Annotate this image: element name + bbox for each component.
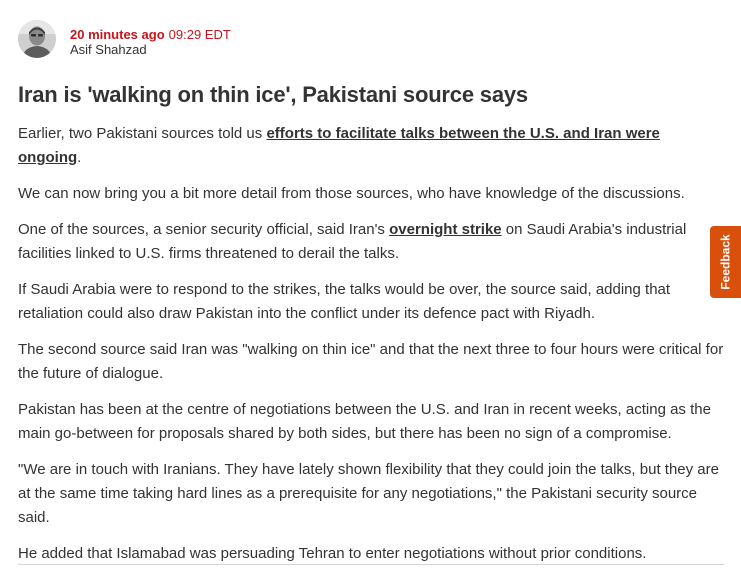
paragraph-3 <box>18 218 724 266</box>
time-ago: 20 minutes ago <box>70 27 165 42</box>
post-divider <box>18 564 724 565</box>
paragraph-8: He added that Islamabad was persuading Tehran to enter negotiations without prior conditions. <box>18 545 647 562</box>
paragraph-3-text-after: on Saudi Arabia's industrial facilities linked to U.S. firms threatened to derail the talks. <box>18 221 687 262</box>
live-post <box>18 20 724 566</box>
feedback-label: Feedback <box>718 234 733 290</box>
paragraph-1-text-after: . <box>77 149 82 166</box>
paragraph-1 <box>18 122 724 170</box>
paragraph-5: The second source said Iran was "walking on thin ice" and that the next three to four hours were critical for the future of dialogue. <box>18 341 724 382</box>
author-name[interactable]: Asif Shahzad <box>70 42 147 57</box>
post-headline: Iran is 'walking on thin ice', Pakistani source says <box>18 82 528 107</box>
feedback-button[interactable] <box>710 226 741 298</box>
paragraph-3-text-before: One of the sources, a senior security official, said Iran's <box>18 221 390 238</box>
author-photo-icon <box>18 20 56 58</box>
overnight-strike-link[interactable]: overnight strike <box>389 221 502 238</box>
meta-text <box>70 27 231 57</box>
paragraph-1-text-before: Earlier, two Pakistani sources told us <box>18 125 267 142</box>
paragraph-4: If Saudi Arabia were to respond to the strikes, the talks would be over, the source said, adding that retaliation could also draw Pakistan into the conflict under its defence pact with Riyadh. <box>18 281 671 322</box>
efforts-to-facilitate-talks-link[interactable]: efforts to facilitate talks between the U.S. and Iran were ongoing <box>18 125 660 166</box>
paragraph-2: We can now bring you a bit more detail from those sources, who have knowledge of the discussions. <box>18 185 685 202</box>
author-avatar[interactable] <box>18 20 56 58</box>
paragraph-7: "We are in touch with Iranians. They have lately shown flexibility that they could join the talks, but they are at the same time taking hard lines as a prerequisite for any negotiations," the Pakistani security source said. <box>18 461 719 526</box>
timestamp: 09:29 EDT <box>168 27 231 42</box>
paragraph-6: Pakistan has been at the centre of negotiations between the U.S. and Iran in recent weeks, acting as the main go-between for proposals shared by both sides, but there has been no sign of a compromise. <box>18 401 711 442</box>
post-meta <box>18 20 724 62</box>
post-time <box>70 27 231 42</box>
